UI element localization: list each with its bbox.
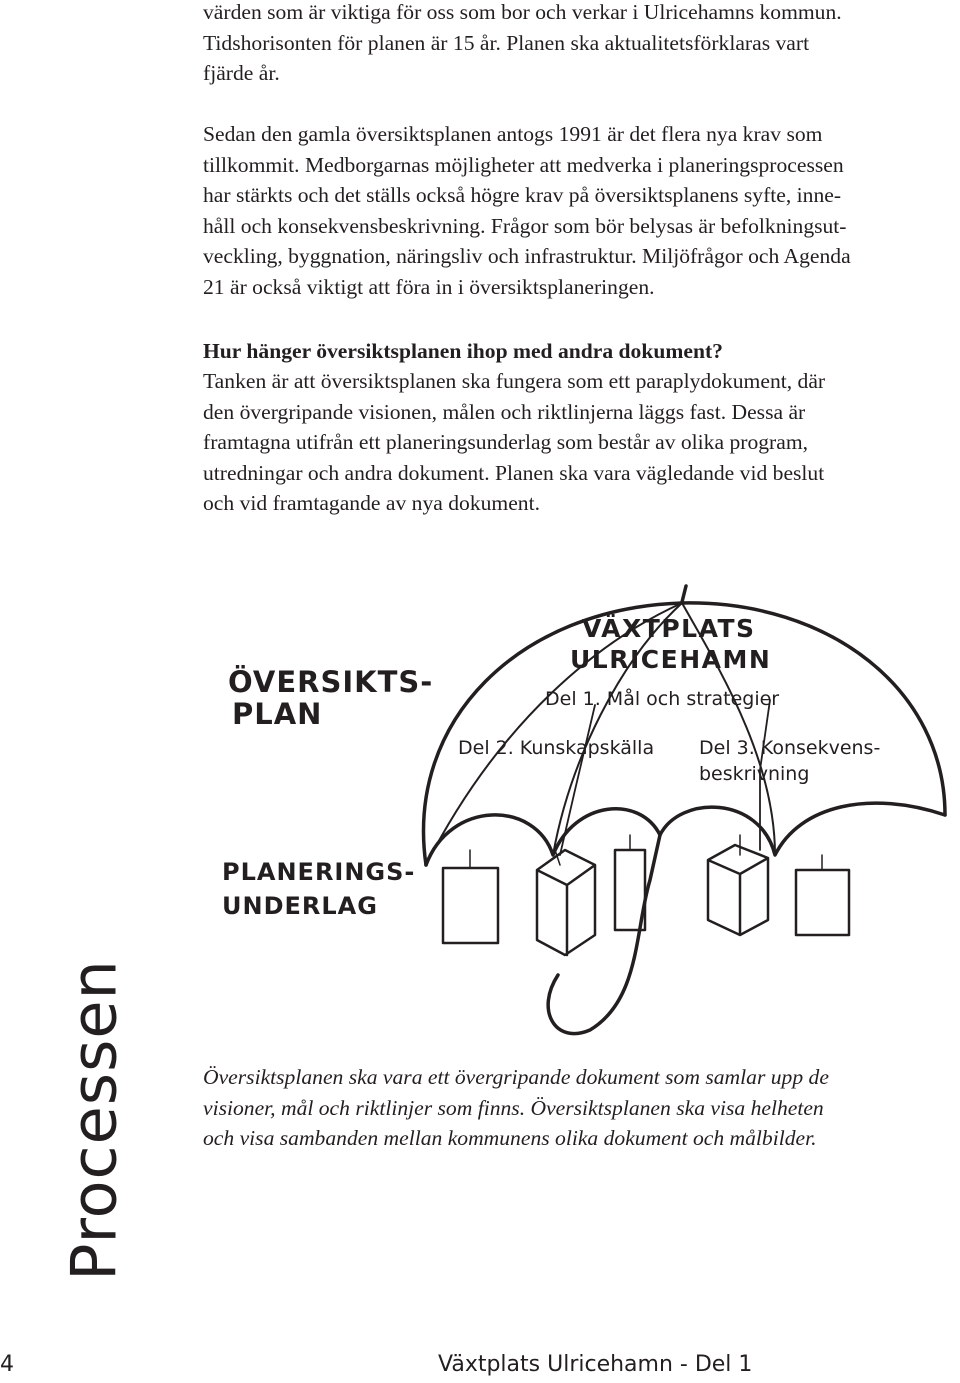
- requirements-paragraph: [203, 119, 955, 302]
- document-box: [708, 845, 768, 935]
- del3-label: Del 3. Konsekvens-: [699, 737, 881, 759]
- oversiktsplan-label: ÖVERSIKTS-: [228, 665, 434, 699]
- planeringsunderlag-label: UNDERLAG: [222, 892, 378, 920]
- document-box: [537, 850, 595, 955]
- umbrella-diagram: [0, 560, 960, 1080]
- text-line: håll och konsekvensbeskrivning. Frågor som bör belysas är befolkningsut-: [203, 213, 847, 238]
- umbrella-scallops: [426, 803, 945, 865]
- text-line: Tidshorisonten för planen är 15 år. Planen ska aktualitetsförklaras vart: [203, 30, 810, 55]
- intro-paragraph: [203, 0, 955, 89]
- del1-label: Del 1. Mål och strategier: [545, 688, 780, 710]
- text-line: har stärkts och det ställs också högre krav på översiktsplanens syfte, inne-: [203, 183, 842, 207]
- section-heading: Hur hänger översiktsplanen ihop med andra dokument?: [203, 339, 723, 363]
- caption-line: visioner, mål och riktlinjer som finns. Översiktsplanen ska visa helheten: [203, 1095, 824, 1120]
- text-line: Tanken är att översiktsplanen ska fungera som ett paraplydokument, där: [203, 369, 826, 393]
- side-title: Processen: [57, 959, 131, 1281]
- umbrella-handle: [548, 835, 660, 1034]
- text-line: 21 är också viktigt att föra in i översiktsplaneringen.: [203, 274, 655, 299]
- document-box: [796, 870, 849, 935]
- umbrella-tip: [682, 586, 686, 602]
- umbrella-paragraph: [203, 366, 955, 519]
- text-line: och vid framtagande av nya dokument.: [203, 491, 540, 515]
- page-number: 4: [0, 1352, 14, 1377]
- umbrella-title: ULRICEHAMN: [570, 645, 772, 674]
- text-line: fjärde år.: [203, 61, 280, 85]
- umbrella-title: VÄXTPLATS: [582, 614, 756, 643]
- text-line: den övergripande visionen, målen och riktlinjerna läggs fast. Dessa är: [203, 399, 806, 424]
- text-line: tillkommit. Medborgarnas möjligheter att medverka i planeringsprocessen: [203, 152, 844, 177]
- planeringsunderlag-label: PLANERINGS-: [222, 858, 416, 886]
- figure-caption: [203, 1062, 959, 1154]
- document-box: [443, 868, 498, 943]
- oversiktsplan-label: PLAN: [232, 697, 323, 731]
- del2-label: Del 2. Kunskapskälla: [458, 737, 655, 759]
- pointer-line: [560, 705, 595, 855]
- text-line: värden som är viktiga för oss som bor och verkar i Ulricehamns kommun.: [203, 0, 842, 24]
- text-line: utredningar och andra dokument. Planen ska vara vägledande vid beslut: [203, 460, 825, 485]
- text-line: framtagna utifrån ett planeringsunderlag som består av olika program,: [203, 430, 809, 454]
- footer-title: Växtplats Ulricehamn - Del 1: [438, 1352, 753, 1377]
- caption-line: Översiktsplanen ska vara ett övergripande dokument som samlar upp de: [203, 1065, 829, 1089]
- text-line: Sedan den gamla översiktsplanen antogs 1991 är det flera nya krav som: [203, 122, 823, 146]
- del3-label: beskrivning: [699, 763, 810, 785]
- text-line: veckling, byggnation, näringsliv och infrastruktur. Miljöfrågor och Agenda: [203, 244, 851, 268]
- caption-line: och visa sambanden mellan kommunens olika dokument och målbilder.: [203, 1126, 817, 1150]
